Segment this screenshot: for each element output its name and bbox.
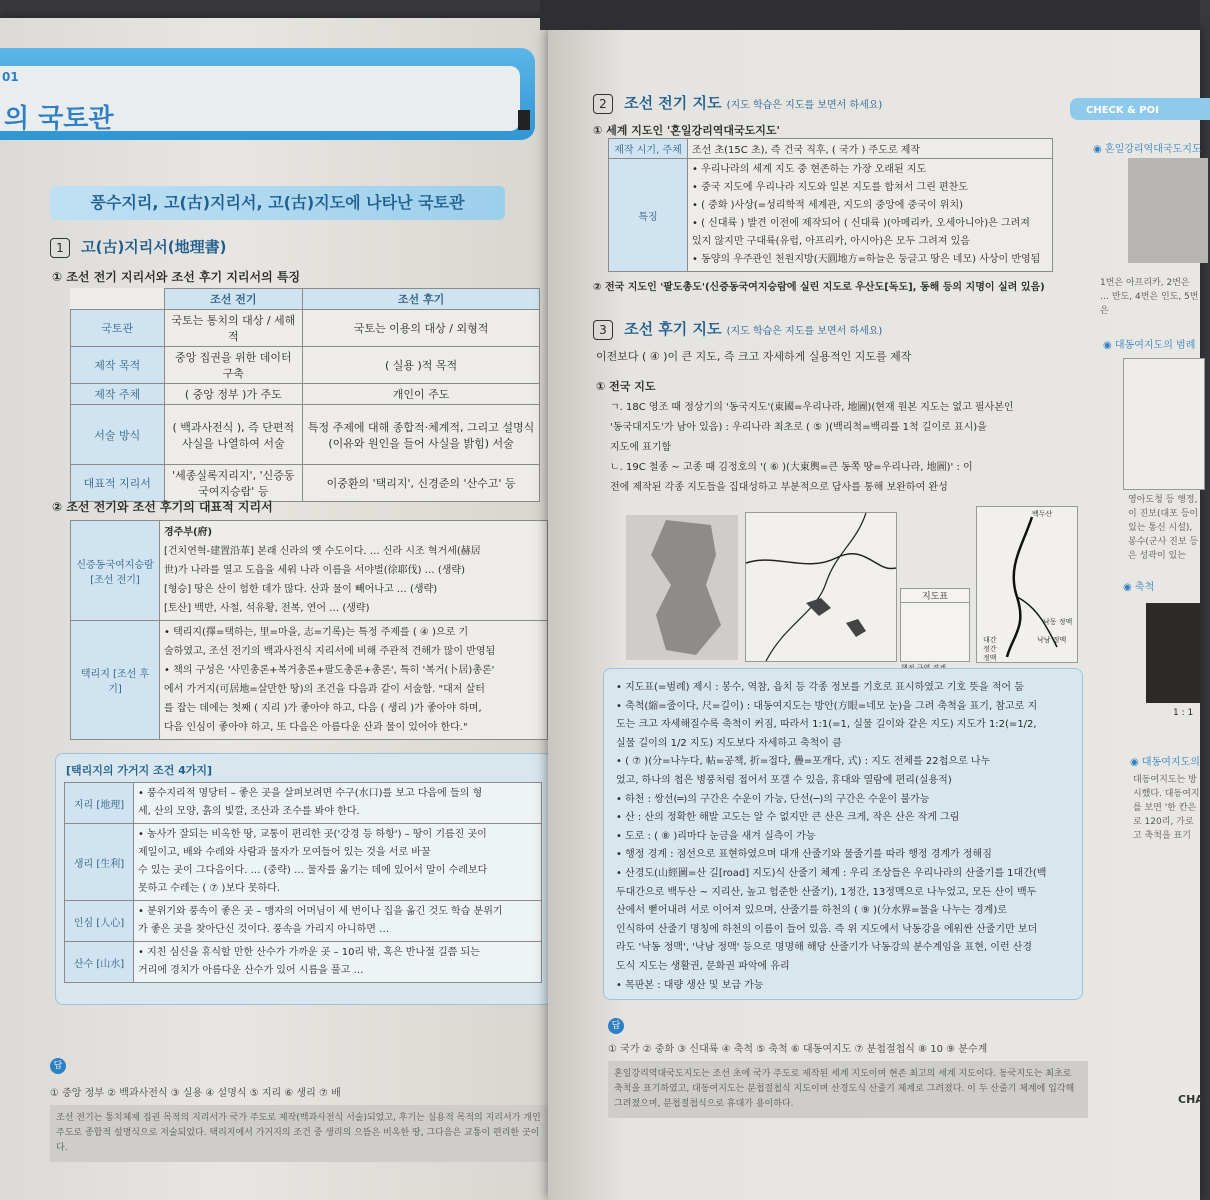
- korea-map-tiles-icon: [626, 515, 738, 660]
- check-point-title: CHECK & POI: [1086, 105, 1159, 116]
- table-honil-map: [608, 138, 1053, 272]
- river-map-icon: [746, 513, 896, 661]
- section3-title: [593, 318, 882, 340]
- map-legend: [900, 588, 970, 662]
- side-item-1-caption: 1번은 아프리카, 2번은 … 반도, 4번은 인도, 5번은: [1100, 278, 1199, 316]
- table-row: 신증동국여지승람 [조선 전기] 경주부(府) [건치연혁-建置沿革] 본래 신라의 옛 수도이다. … 신라 시조 혁거세(赫居 世)가 나라를 열고 도읍을 세워 나라 이름을 서야벌(徐耶伐) … (생략) [형승] 땅은 산이 험한 데가 많다. 산과 물이 빼어나고 … (생략) [토산] 백반, 사철, 석유황, 전복, 연어 … (생략): [71, 521, 548, 621]
- map-label-daegan: 대간: [983, 636, 997, 644]
- section2-heading: 조선 전기 지도: [624, 94, 722, 112]
- box-table: [64, 782, 542, 983]
- right-answer-area: [608, 1013, 1088, 1118]
- banner: [50, 186, 505, 220]
- answer-icon: 답: [50, 1058, 66, 1074]
- side-item-1: ◉ 혼일강리역대국도지도: [1093, 144, 1202, 155]
- table-row: 제작 시기, 주체 조선 초(15C 초), 즉 건국 직후, ( 국가 ) 주도로 제작: [609, 139, 1053, 159]
- map-label-nakdong: 낙동 정맥: [1043, 618, 1073, 626]
- section2-sub1: ① 세계 지도인 '혼일강리역대국도지도': [593, 124, 780, 137]
- answer-explain: 조선 전기는 통치체제 집권 목적의 지리서가 국가 주도로 제작(백과사전식 서술)되었고, 후기는 실용적 목적의 지리서가 개인 주도로 종합적 설명식으로 저술되었다. 택리지에서 가거지의 조건 중 생리의 으뜸은 비옥한 땅, 그다음은 교통이 편리한 곳이다.: [50, 1105, 555, 1162]
- section3-heading: 조선 후기 지도: [624, 320, 722, 338]
- residence-conditions-box: [55, 753, 552, 1005]
- side-item-3: ◉ 축척: [1123, 582, 1155, 593]
- map-info-box: [603, 668, 1083, 1000]
- legend-title: 지도표: [901, 589, 969, 603]
- page-title: 의 국토관: [4, 104, 114, 134]
- table-row: 서술 방식 ( 백과사전식 ), 즉 단편적 사실을 나열하여 서술 특정 주제에 대해 종합적·체계적, 그리고 설명식(이유와 원인을 들어 사실을 밝힘) 서술: [71, 405, 540, 465]
- section1-heading: 고(古)지리서(地理書): [81, 238, 227, 256]
- answer-area: [50, 1058, 555, 1162]
- side-item-4-caption: 대동여지도는 방 시했다. 대동여지 를 보면 '한 칸은 로 120리, 가로 고 축척을 표기: [1133, 775, 1200, 841]
- answer-icon: 답: [608, 1018, 624, 1034]
- box-title: [택리지의 가거지 조건 4가지]: [66, 764, 213, 777]
- table-row: 택리지 [조선 후기] • 택리지(擇=택하는, 里=마을, 志=기록)는 특정 주제를 ( ④ )으로 기 술하였고, 조선 전기의 백과사전식 지리서에 비해 주관적 견해가 많이 반영됨 • 책의 구성은 '사민총론+복거총론+팔도총론+총론', 특히 '복거(卜居)총론' 에서 가거지(可居地=살만한 땅)의 조건을 다음과 같이 서술함. "대저 살터 를 잡는 데에는 첫째 ( 지리 )가 좋아야 하고, 다음 ( 생리 )가 좋아야 하며, 다음 인심이 좋아야 하고, 또 다음은 아름다운 산과 물이 있어야 한다.": [71, 621, 548, 740]
- banner-text: 풍수지리, 고(古)지리서, 고(古)지도에 나타난 국토관: [90, 193, 465, 212]
- answer-line: ① 중앙 정부 ② 백과사전식 ③ 실용 ④ 설명식 ⑤ 지리 ⑥ 생리 ⑦ 배: [50, 1088, 341, 1099]
- map-label-baekdu: 백두산: [1032, 510, 1053, 518]
- daedong-map-image: [626, 515, 738, 660]
- header-tab-mark: [518, 110, 530, 130]
- table-row: 제작 목적 중앙 집권을 위한 데이터 구축 ( 실용 )적 목적: [71, 347, 540, 384]
- table-head-empty: [71, 289, 165, 310]
- right-answer-explain: 혼일강리역대국도지도는 조선 초에 국가 주도로 제작된 세계 지도이며 현존 최고의 세계 지도이다. 동국지도는 최초로 축척을 표기하였고, 대동여지도는 분첩절첩식 지도이며 산경도식 산줄기 체계로 그려졌다. 이 두 산줄기 체계에 입각해 그려졌으며, 분첩절첩식으로 휴대가 용이하다.: [608, 1061, 1088, 1118]
- section1-title: [50, 236, 226, 258]
- left-page: [0, 18, 565, 1200]
- table-row: 산수 [山水] • 지친 심신을 휴식할 만한 산수가 가까운 곳 – 10리 밖, 혹은 반나절 길쯤 되는 거리에 경치가 아름다운 산수가 있어 시름을 풀고 …: [65, 942, 542, 983]
- map-label-jeonggan: 정간: [983, 645, 997, 653]
- side-icon-1: ◉: [1093, 144, 1102, 155]
- map-label-jeongmaek: 정맥: [983, 654, 997, 662]
- scale-label: 1 : 1: [1173, 708, 1194, 718]
- table-representative: [70, 520, 548, 740]
- section2-sub2: ② 전국 지도인 '팔도총도'(신증동국여지승람에 실린 지도로 우산도[독도], 동해 등의 지명이 실려 있음): [593, 282, 1045, 293]
- section1-sub: ① 조선 전기 지리서와 조선 후기 지리서의 특징: [52, 270, 301, 284]
- check-point-tab: [1070, 98, 1210, 120]
- right-page: [548, 28, 1204, 1200]
- section3-intro: 이전보다 ( ④ )이 큰 지도, 즉 크고 자세하게 실용적인 지도를 제작: [596, 350, 912, 363]
- rep-late-text: • 택리지(擇=택하는, 里=마을, 志=기록)는 특정 주제를 ( ④ )으로 기 술하였고, 조선 전기의 백과사전식 지리서에 비해 주관적 견해가 많이 반영됨 • 책의 구성은 '사민총론+복거총론+팔도총론+총론', 특히 '복거(卜居)총론' 에서 가거지(可居地=살만한 땅)의 조건을 다음과 같이 서술함. "대저 살터 를 잡는 데에는 첫째 ( 지리 )가 좋아야 하고, 다음 ( 생리 )가 좋아야 하며, 다음 인심이 좋아야 하고, 또 다음은 아름다운 산과 물이 있어야 한다.": [160, 621, 548, 740]
- right-answer-line: ① 국가 ② 중화 ③ 신대륙 ④ 축척 ⑤ 축척 ⑥ 대동여지도 ⑦ 분첩절첩식 ⑧ 10 ⑨ 분수계: [608, 1044, 988, 1055]
- section3-sub: ① 전국 지도: [596, 380, 656, 393]
- desk-background: [540, 0, 1200, 30]
- info-lines: • 지도표(=범례) 제시 : 봉수, 역참, 읍치 등 각종 정보를 기호로 표시하였고 기호 뜻을 적어 둠 • 축척(縮=줄이다, 尺=길이) : 대동여지도는 방안(方眼=네모 눈)을 그려 축척을 표기, 참고로 지 도는 크고 자세해질수록 축척이 커짐, 따라서 1:1(=1, 실물 길이와 같은 지도) 지도가 1:2(=1/2, 실물 길이의 1/2 지도) 지도보다 자세하고 축척이 큼 • ( ⑦ )(分=나누다, 帖=공책, 折=접다, 疊=포개다, 式) : 지도 전체를 22첩으로 나누 었고, 하나의 첩은 병풍처럼 접어서 포갤 수 있음, 휴대와 열람에 편리(실용적) • 하천 : 쌍선(═)의 구간은 수운이 가능, 단선(─)의 구간은 수운이 불가능 • 산 : 산의 정확한 해발 고도는 알 수 없지만 큰 산은 크게, 작은 산은 작게 그림 • 도로 : ( ⑧ )리마다 눈금을 새겨 실측이 가능 • 행정 경계 : 점선으로 표현하였으며 대개 산줄기와 물줄기를 따라 행정 경계가 정해짐 • 산경도(山經圖=산 길[road] 지도)식 산줄기 체계 : 우리 조상들은 우리나라의 산줄기를 1대간(백 두대간으로 백두산 ~ 지리산, 높고 험준한 산줄기), 1정간, 13정맥으로 나누었고, 모든 산이 백두 산에서 뻗어내려 서로 이어져 있으며, 산줄기를 하천의 ( ⑨ )(分水界=물을 나누는 경계)로 인식하여 산줄기 명칭에 하천의 이름이 들어 있음. 즉 위 지도에서 낙동강을 에워싼 산줄기만 보더 라도 '낙동 정맥', '낙남 정맥' 등으로 명명해 해당 산줄기가 낙동강의 분수계임을 표현, 이런 산경 도식 지도는 생활권, 문화권 파악에 유리 • 목판본 : 대량 생산 및 보급 가능: [616, 682, 1047, 991]
- section3-lines: ㄱ. 18C 영조 때 정상기의 '동국지도'(東國=우리나라, 地圖)(현재 원본 지도는 없고 필사본인 '동국대지도'가 남아 있음) : 우리나라 최초로 ( ⑤ )(백리척=백리를 1척 길이로 표시)을 지도에 표기함 ㄴ. 19C 철종 ~ 고종 때 김정호의 '( ⑥ )(大東輿=큰 동쪽 땅=우리나라, 地圖)' : 이 전에 제작된 각종 지도들을 집대성하고 부분적으로 답사를 통해 보완하여 완성: [610, 402, 1014, 493]
- scale-photo: [1146, 603, 1201, 703]
- chapter-footer: CHA: [1178, 1093, 1204, 1106]
- side-icon-2: ◉: [1103, 340, 1112, 351]
- side-map-image: [1128, 158, 1208, 263]
- table-row: 국토관 국토는 통치의 대상 / 세해적 국토는 이용의 대상 / 외형적: [71, 310, 540, 347]
- side-item-2-caption: 영아도청 등 행정, 이 진보(대포 등이 있는 통신 시설), 봉수(군사 진보 등은 성곽이 있는: [1128, 495, 1199, 561]
- side-legend-image: [1123, 358, 1205, 490]
- table-row: 특징 • 우리나라의 세계 지도 중 현존하는 가장 오래된 지도 • 중국 지도에 우리나라 지도와 일본 지도를 합쳐서 그린 편찬도 • ( 중화 )사상(=성리학적 세계관, 지도의 중앙에 중국이 위치) • ( 신대륙 ) 발견 이전에 제작되어 ( 신대륙 )(아메리카, 오세아니아)은 그려져 있지 않지만 구대륙(유럽, 아프리카, 아시아)은 모두 그려져 있음 • 동양의 우주관인 천원지방(天圓地方=하늘은 둥글고 땅은 네모) 사상이 반영됨: [609, 159, 1053, 272]
- table-row: 인심 [人心] • 분위기와 풍속이 좋은 곳 – 맹자의 어머님이 세 번이나 집을 옮긴 것도 학습 분위기 가 좋은 곳을 찾아단신 것이다. 풍속을 가리지 아니하면 …: [65, 901, 542, 942]
- table-features: [70, 288, 540, 502]
- detail-map-image: [745, 512, 897, 662]
- side-item-4: ◉ 대동여지도의: [1130, 757, 1200, 768]
- section2-number: 2: [593, 94, 613, 114]
- side-icon-3: ◉: [1123, 582, 1132, 593]
- table-row: 대표적 지리서 '세종실록지리지', '신증동국여지승람' 등 이중환의 '택리지', 신경준의 '산수고' 등: [71, 465, 540, 502]
- section2-hint: (지도 학습은 지도를 보면서 하세요): [726, 100, 883, 111]
- table-row: 생리 [生利] • 농사가 잘되는 비옥한 땅, 교통이 편리한 곳('강경 등 하항') – 땅이 기름진 곳이 제일이고, 배와 수레와 사람과 물자가 모여들어 있는 것을 서로 바꿀 수 있는 곳이 그다음이다. … (중략) … 물자를 옮기는 데에 있어서 말이 수레보다 못하고 수레는 ( ⑦ )보다 못하다.: [65, 824, 542, 901]
- section3-number: 3: [593, 320, 613, 340]
- mountain-map-image: [976, 506, 1078, 663]
- chapter-tag: 01: [2, 70, 19, 84]
- section2-title: [593, 92, 882, 114]
- side-icon-4: ◉: [1130, 757, 1139, 768]
- table-head-early: 조선 전기: [164, 289, 303, 310]
- side-item-2: ◉ 대동여지도의 범례: [1103, 340, 1196, 351]
- section2-sub: ② 조선 전기와 조선 후기의 대표적 지리서: [52, 500, 273, 514]
- table-head-late: 조선 후기: [303, 289, 540, 310]
- section1-number: 1: [50, 238, 70, 258]
- table-row: 지리 [地理] • 풍수지리적 명당터 – 좋은 곳을 살펴보려면 수구(水口)를 보고 다음에 들의 형 세, 산의 모양, 흙의 빛깔, 조산과 조수를 봐야 한다.: [65, 783, 542, 824]
- rep-early-text: 경주부(府) [건치연혁-建置沿革] 본래 신라의 옛 수도이다. … 신라 시조 혁거세(赫居 世)가 나라를 열고 도읍을 세워 나라 이름을 서야벌(徐耶伐) … (생략) [형승] 땅은 산이 험한 데가 많다. 산과 물이 빼어나고 … (생략) [토산] 백반, 사철, 석유황, 전복, 연어 … (생략): [160, 521, 548, 621]
- table-row: 제작 주체 ( 중앙 정부 )가 주도 개인이 주도: [71, 384, 540, 405]
- map-label-naknam: 낙남 정맥: [1037, 636, 1067, 644]
- section3-hint: (지도 학습은 지도를 보면서 하세요): [726, 326, 883, 337]
